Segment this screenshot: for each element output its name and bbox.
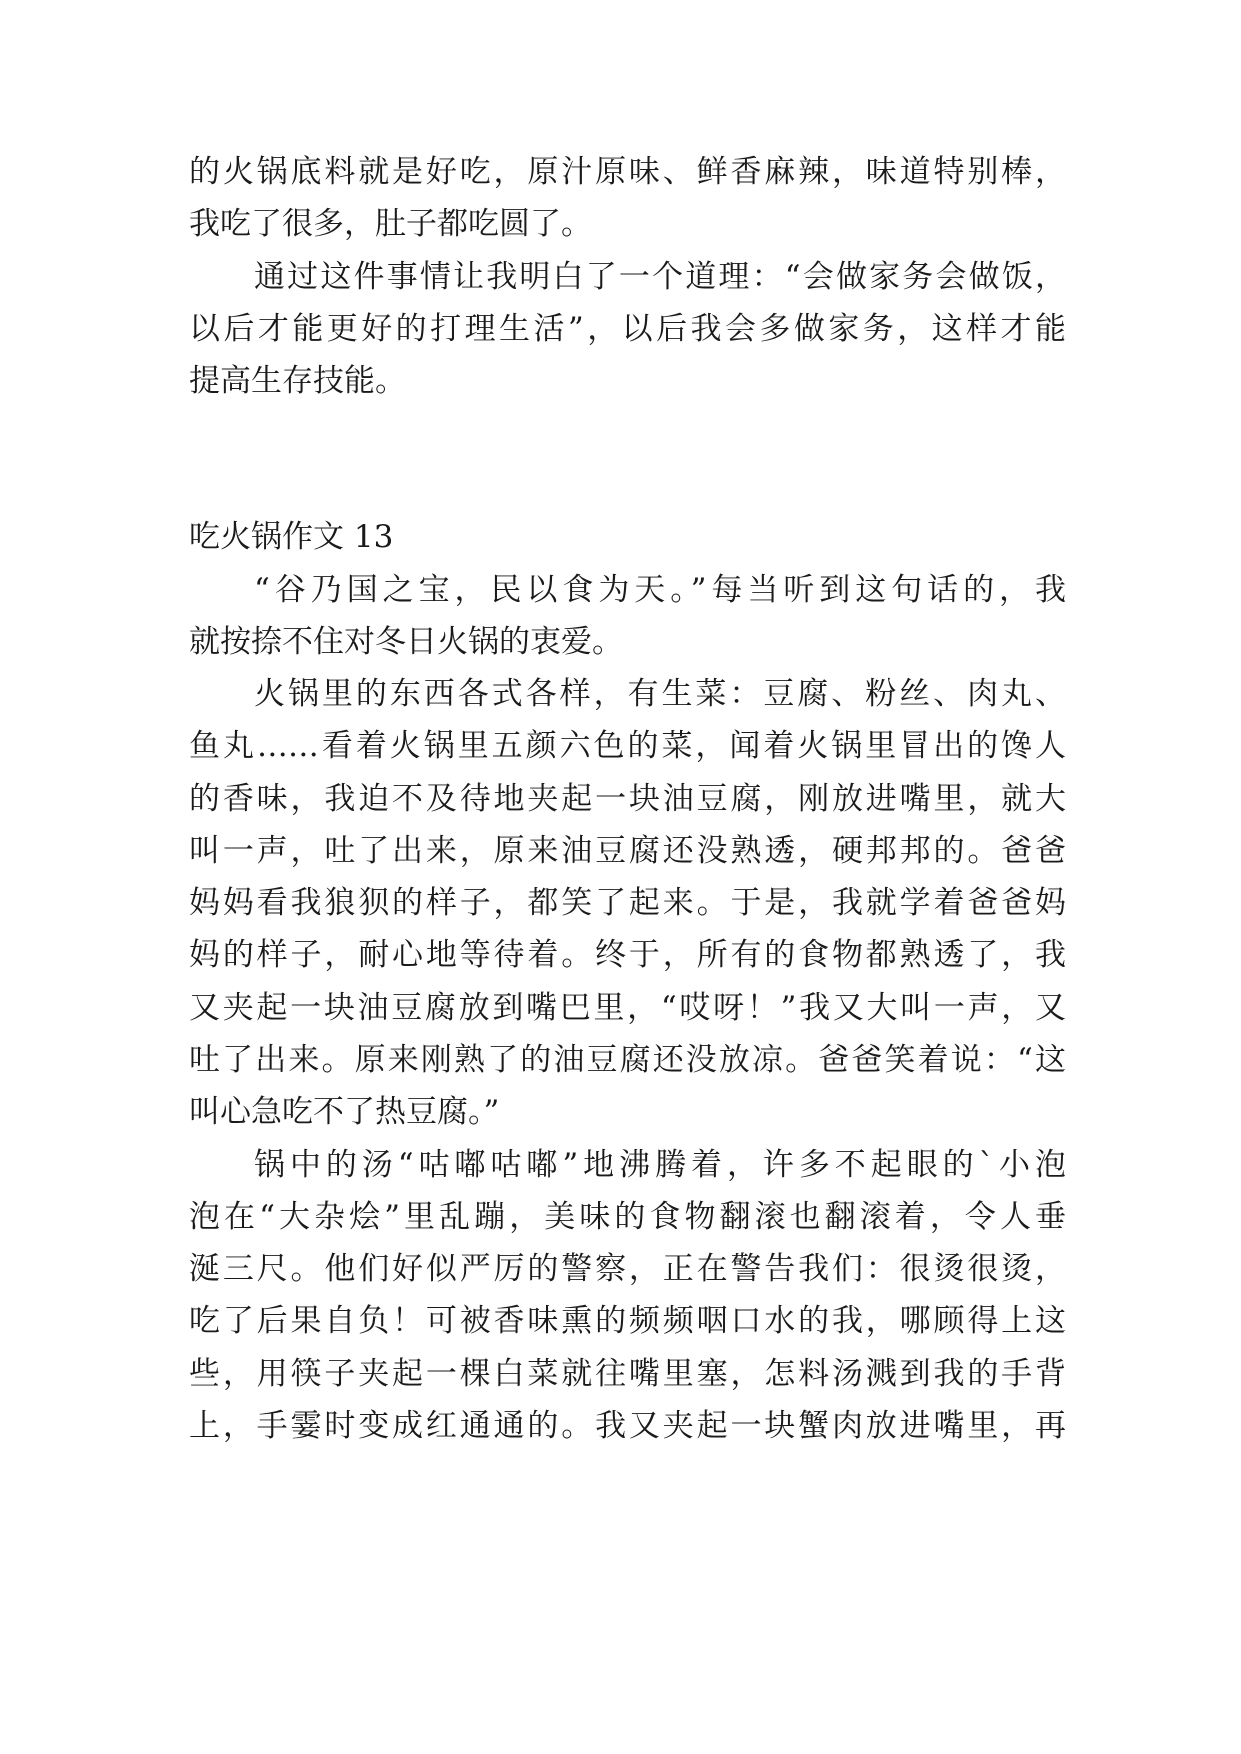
paragraph-line: 锅中的汤“咕嘟咕嘟”地沸腾着，许多不起眼的`小泡 [254, 1147, 1066, 1183]
paragraph-line: 就按捺不住对冬日火锅的衷爱。 [189, 624, 623, 660]
paragraph-line: 火锅里的东西各式各样，有生菜：豆腐、粉丝、肉丸、 [254, 676, 1066, 712]
paragraph-line: 妈妈看我狼狈的样子，都笑了起来。于是，我就学着爸爸妈 [189, 885, 1066, 921]
paragraph-line: 泡在“大杂烩”里乱蹦，美味的食物翻滚也翻滚着，令人垂 [189, 1199, 1066, 1235]
paragraph-line: 的火锅底料就是好吃，原汁原味、鲜香麻辣，味道特别棒， [189, 154, 1066, 190]
paragraph-line: 叫一声，吐了出来，原来油豆腐还没熟透，硬邦邦的。爸爸 [189, 833, 1066, 869]
paragraph-line: 妈的样子，耐心地等待着。终于，所有的食物都熟透了，我 [189, 937, 1066, 973]
paragraph-line: 通过这件事情让我明白了一个道理：“会做家务会做饭， [254, 259, 1066, 295]
paragraph-line: 以后才能更好的打理生活”，以后我会多做家务，这样才能 [189, 311, 1066, 347]
paragraph-line: 又夹起一块油豆腐放到嘴巴里，“哎呀！”我又大叫一声，又 [189, 990, 1066, 1026]
paragraph-line: 提高生存技能。 [189, 363, 406, 399]
paragraph-line: 的香味，我迫不及待地夹起一块油豆腐，刚放进嘴里，就大 [189, 781, 1066, 817]
paragraph-line: 吃了后果自负！可被香味熏的频频咽口水的我，哪顾得上这 [189, 1303, 1066, 1339]
paragraph-line: 涎三尺。他们好似严厉的警察，正在警告我们：很烫很烫， [189, 1251, 1066, 1287]
section-title: 吃火锅作文 13 [189, 519, 394, 555]
paragraph-line: 我吃了很多，肚子都吃圆了。 [189, 206, 592, 242]
paragraph-line: 鱼丸……看着火锅里五颜六色的菜，闻着火锅里冒出的馋人 [189, 728, 1066, 764]
paragraph-line: 上，手霎时变成红通通的。我又夹起一块蟹肉放进嘴里，再 [189, 1408, 1066, 1444]
paragraph-line: 些，用筷子夹起一棵白菜就往嘴里塞，怎料汤溅到我的手背 [189, 1356, 1066, 1392]
paragraph-line: 吐了出来。原来刚熟了的油豆腐还没放凉。爸爸笑着说：“这 [189, 1042, 1066, 1078]
paragraph-line: “谷乃国之宝，民以食为天。”每当听到这句话的，我 [254, 572, 1066, 608]
paragraph-line: 叫心急吃不了热豆腐。” [189, 1094, 500, 1130]
